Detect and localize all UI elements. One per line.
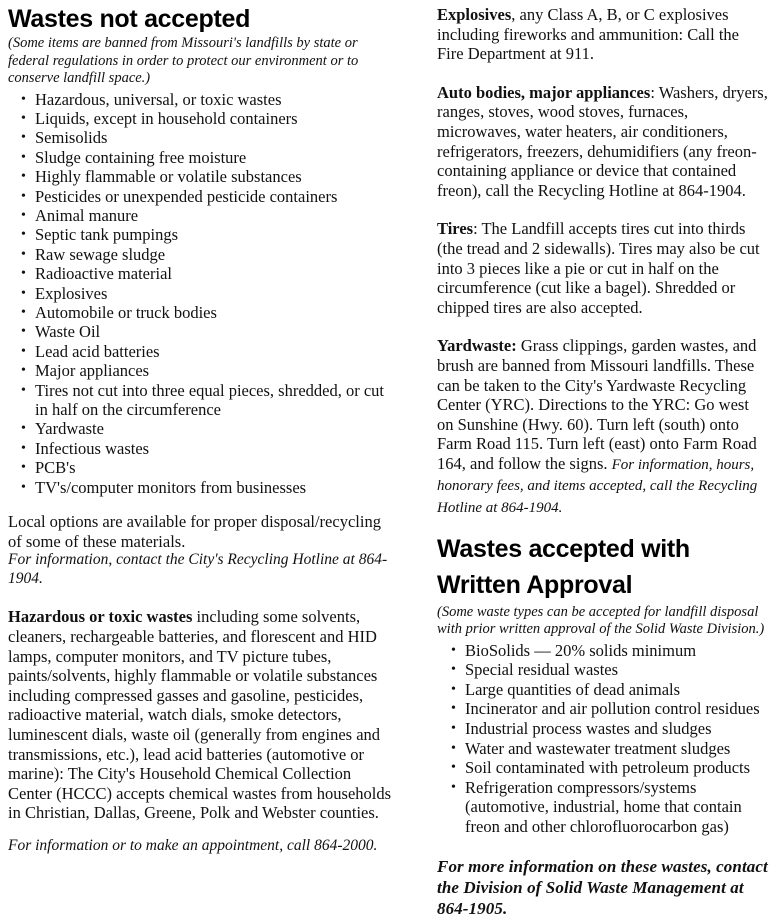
tires-label: Tires <box>437 219 474 239</box>
list-item: • Tires not cut into three equal pieces, shredded, or cut in half on the circumference <box>8 381 392 420</box>
list-item: • Refrigeration compressors/systems (automotive, industrial, home that contain freon and other chlorofluorocarbon gas) <box>437 778 768 837</box>
wastes-accepted-with-approval-list <box>437 641 768 837</box>
list-item: • Large quantities of dead animals <box>437 680 768 700</box>
explosives-label: Explosives <box>437 5 512 24</box>
yardwaste-hotline-note: For information, hours, honorary fees, and items accepted, call the Recycling Hotline at 864-1904. <box>437 456 758 517</box>
list-item: • Highly flammable or volatile substances <box>8 167 392 186</box>
list-item: • Water and wastewater treatment sludges <box>437 739 768 759</box>
local-options-paragraph: Local options are available for proper disposal/recycling of some of these materials. <box>8 512 381 551</box>
list-item: • Lead acid batteries <box>8 342 392 361</box>
list-item: • TV's/computer monitors from businesses <box>8 478 392 497</box>
list-item: • Animal manure <box>8 206 392 225</box>
list-item: • Yardwaste <box>8 419 392 438</box>
list-item: • BioSolids — 20% solids minimum <box>437 641 768 661</box>
list-item: • Soil contaminated with petroleum products <box>437 758 768 778</box>
yardwaste-text: Grass clippings, garden wastes, and brush are banned from Missouri landfills. These can be taken to the City's Yardwaste Recycling Center (YRC). Directions to the YRC: Go west on Sunshine (Hwy. 60). Turn left (south) onto Farm Road 115. Turn left (east) onto Farm Road 164, and follow the signs. <box>437 336 757 473</box>
yardwaste-paragraph <box>437 336 768 518</box>
list-item: • Automobile or truck bodies <box>8 303 392 322</box>
page-title-wastes-accepted-with-written-approval <box>437 531 768 603</box>
page-title-wastes-not-accepted: Wastes not accepted <box>8 5 251 33</box>
explosives-text: , any Class A, B, or C explosives including fireworks and ammunition: Call the Fire Department at 911. <box>437 5 739 64</box>
list-item: • Raw sewage sludge <box>8 245 392 264</box>
list-item: • Explosives <box>8 284 392 303</box>
auto-bodies-text: : Washers, dryers, ranges, stoves, wood stoves, furnaces, microwaves, water heaters, air conditioners, refrigerators, freezers, dehumidifiers (any freon-containing appliance or device that contained freon), call the Recycling Hotline at 864-1904. <box>437 82 768 200</box>
approval-heading-line-2: Written Approval <box>437 570 633 599</box>
appointment-note: For information or to make an appointment, call 864-2000. <box>8 836 378 854</box>
hazardous-wastes-text: including some solvents, cleaners, rechargeable batteries, and florescent and HID lamps, computer monitors, and TV picture tubes, paints/solvents, highly flammable or volatile substances including compressed gasses and gasoline, pesticides, radioactive material, watch dials, smoke detectors, luminescent dials, waste oil (generally from engines and transmissions, etc.), lead acid batteries (automotive or marine): The City's Household Chemical Collection Center (HCCC) accepts chemical wastes from households in Christian, Dallas, Greene, Polk and Webster counties. <box>8 607 392 823</box>
right-column <box>420 0 780 919</box>
closing-contact-note: For more information on these wastes, contact the Division of Solid Waste Management at 864-1905. <box>437 856 768 918</box>
list-item: • Sludge containing free moisture <box>8 148 392 167</box>
hazardous-wastes-label: Hazardous or toxic wastes <box>8 607 193 627</box>
hazardous-wastes-paragraph <box>8 607 392 823</box>
explosives-paragraph <box>437 5 768 64</box>
list-item: • Infectious wastes <box>8 439 392 458</box>
list-item: • Waste Oil <box>8 322 392 341</box>
list-item: • Semisolids <box>8 128 392 147</box>
list-item: • Special residual wastes <box>437 660 768 680</box>
list-item: • Liquids, except in household containers <box>8 109 392 128</box>
auto-bodies-paragraph <box>437 83 768 201</box>
list-item: • Hazardous, universal, or toxic wastes <box>8 90 392 109</box>
list-item: • PCB's <box>8 458 392 477</box>
tires-paragraph <box>437 219 768 317</box>
list-item: • Major appliances <box>8 361 392 380</box>
yardwaste-label: Yardwaste: <box>437 336 517 356</box>
tires-text: : The Landfill accepts tires cut into thirds (the tread and 2 sidewalls). Tires may also be cut into 3 pieces like a pie or cut in half on the circumference (cut like a bagel). Shredded or chipped tires are also accepted. <box>437 219 760 317</box>
local-options-hotline-note: For information, contact the City's Recycling Hotline at 864-1904. <box>8 551 388 587</box>
approval-heading-line-1: Wastes accepted with <box>437 534 690 563</box>
approval-intro: (Some waste types can be accepted for landfill disposal with prior written approval of the Solid Waste Division.) <box>437 603 765 638</box>
list-item: • Industrial process wastes and sludges <box>437 719 768 739</box>
list-item: • Radioactive material <box>8 264 392 283</box>
list-item: • Septic tank pumpings <box>8 225 392 244</box>
list-item: • Incinerator and air pollution control residues <box>437 699 768 719</box>
wastes-not-accepted-intro: (Some items are banned from Missouri's landfills by state or federal regulations in order to protect our environment or to conserve landfill space.) <box>8 35 359 86</box>
auto-bodies-label: Auto bodies, major appliances <box>437 82 651 102</box>
wastes-not-accepted-list <box>8 90 392 498</box>
list-item: • Pesticides or unexpended pesticide containers <box>8 187 392 206</box>
